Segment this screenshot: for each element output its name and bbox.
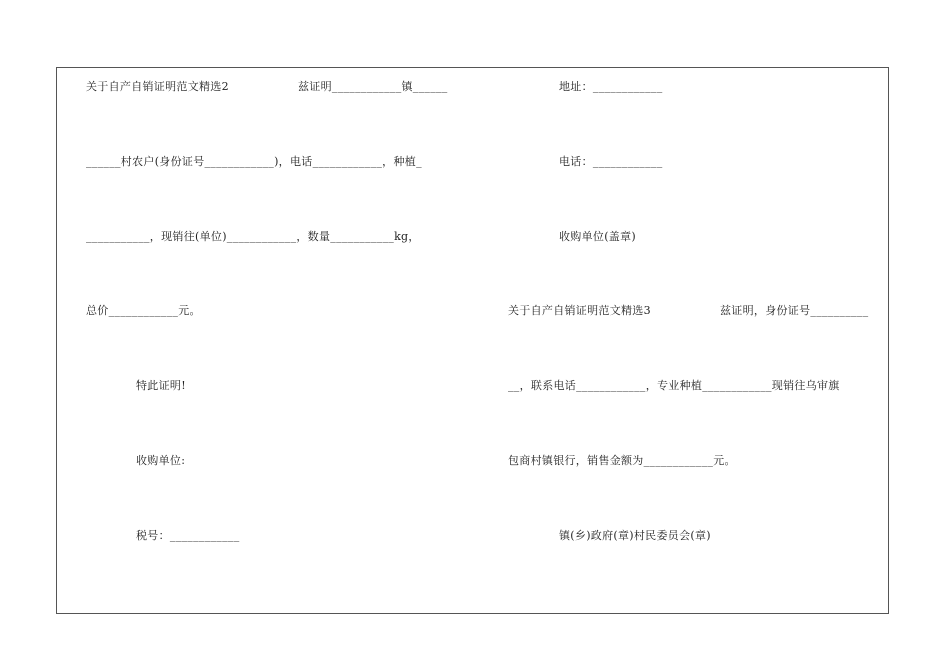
section-3-line-1: 兹证明，身份证号__________ — [720, 304, 869, 317]
section-2-line-3: ___________，现销往(单位)____________，数量___________kg， — [86, 230, 420, 243]
section-2-tax-number: 税号：____________ — [136, 529, 240, 542]
section-2-title: 关于自产自销证明范文精选2 — [86, 80, 229, 93]
section-2-line-2: ______村农户(身份证号____________)，电话____________，种植_ — [86, 155, 422, 168]
section-2-buyer-seal: 收购单位(盖章) — [559, 230, 636, 243]
section-2-certification: 特此证明! — [136, 379, 186, 392]
section-2-phone: 电话：____________ — [559, 155, 663, 168]
section-3-seal-line: 镇(乡)政府(章)村民委员会(章) — [559, 529, 711, 542]
section-2-line-4: 总价____________元。 — [86, 304, 201, 317]
section-3-line-3: 包商村镇银行，销售金额为____________元。 — [508, 454, 736, 467]
section-2-address: 地址：____________ — [559, 80, 663, 93]
section-2-line-1: 兹证明____________镇______ — [298, 80, 448, 93]
section-3-line-2: __，联系电话____________，专业种植____________现销往乌审旗 — [508, 379, 840, 392]
section-3-title: 关于自产自销证明范文精选3 — [508, 304, 651, 317]
section-2-buyer-label: 收购单位: — [136, 454, 186, 467]
